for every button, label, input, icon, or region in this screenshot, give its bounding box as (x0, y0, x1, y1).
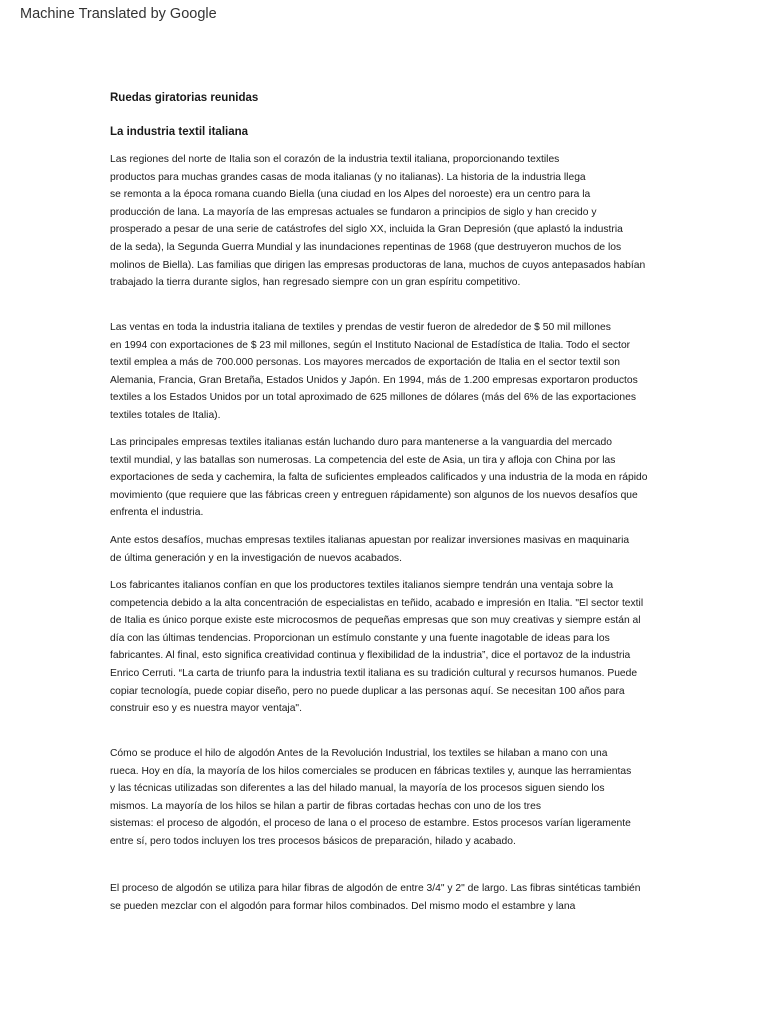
paragraph-line: copiar tecnología, puede copiar diseño, pero no puede duplicar a las personas aquí. Se necesitan 100 años para (110, 685, 625, 697)
paragraph-cotton-process (110, 880, 640, 915)
paragraph-line: de la seda), la Segunda Guerra Mundial y las inundaciones repentinas de 1968 (que destruyeron muchos de los (110, 241, 622, 253)
paragraph-challenges (110, 434, 647, 522)
paragraph-line: molinos de Biella). Las familias que dirigen las empresas productoras de lana, muchos de cuyos antepasados habían (110, 259, 646, 271)
paragraph-line: Las regiones del norte de Italia son el corazón de la industria textil italiana, proporcionando textiles (110, 154, 560, 165)
paragraph-cotton-yarn-production (110, 745, 631, 851)
paragraph-line: día con las últimas tendencias. Proporcionan un estímulo constante y una fuente inagotable de ideas para los (110, 632, 610, 644)
paragraph-line: productos para muchas grandes casas de moda italianas (y no italianas). La historia de la industria llega (110, 171, 586, 183)
banner-text: Machine Translated by Google (20, 6, 217, 22)
paragraph-italian-textile-regions (110, 151, 645, 292)
paragraph-line: se pueden mezclar con el algodón para formar hilos combinados. Del mismo modo el estambre y lana (110, 900, 576, 912)
paragraph-line: textil mundial, y las batallas son numerosas. La competencia del este de Asia, un tira y afloja con China por las (110, 454, 616, 466)
paragraph-line: trabajado la tierra durante siglos, han regresado siempre con un gran espíritu competitivo. (110, 277, 521, 289)
paragraph-line: exportaciones de seda y cachemira, la falta de suficientes empleados calificados y una industria de la moda en rápido (110, 472, 648, 484)
paragraph-line: Las ventas en toda la industria italiana de textiles y prendas de vestir fueron de alrededor de $ 50 mil millones (110, 322, 611, 333)
paragraph-line: textiles a los Estados Unidos por un total aproximado de 625 millones de dólares (más del 6% de las exportaciones (110, 392, 637, 404)
paragraph-line: prosperado a pesar de una serie de catástrofes del siglo XX, incluida la Gran Depresión (que aplastó la industria (110, 224, 623, 236)
paragraph-line: Las principales empresas textiles italianas están luchando duro para mantenerse a la vanguardia del mercado (110, 437, 612, 448)
paragraph-line: y las técnicas utilizadas son diferentes a las del hilado manual, la mayoría de los procesos siguen siendo los (110, 783, 605, 795)
paragraph-line: producción de lana. La mayoría de las empresas actuales se fundaron a principios de siglo y han crecido y (110, 206, 597, 218)
paragraph-line: textiles totales de Italia). (110, 409, 221, 421)
paragraph-investments (110, 532, 629, 567)
paragraph-line: construir eso y es nuestra mayor ventaja". (110, 703, 302, 715)
paragraph-line: en 1994 con exportaciones de $ 23 mil millones, según el Instituto Nacional de Estadística de Italia. Todo el sector (110, 339, 631, 351)
paragraph-manufacturers-advantage (110, 577, 643, 718)
paragraph-line: movimiento (que requiere que las fábricas creen y entreguen rápidamente) son algunos de los nuevos desafíos que (110, 489, 638, 501)
paragraph-line: Los fabricantes italianos confían en que los productores textiles italianos siempre tendrán una ventaja sobre la (110, 580, 614, 591)
paragraph-line: enfrenta el industria. (110, 507, 204, 519)
paragraph-line: Ante estos desafíos, muchas empresas textiles italianas apuestan por realizar inversiones masivas en maquinaria (110, 535, 630, 546)
paragraph-line: de última generación y en la investigación de nuevos acabados. (110, 552, 402, 564)
machine-translation-banner (0, 0, 768, 30)
paragraph-line: competencia debido a la alta concentración de especialistas en teñido, acabado e impresión en Italia. "El sector textil (110, 597, 644, 609)
paragraph-line: se remonta a la época romana cuando Biella (una ciudad en los Alpes del noroeste) era un centro para la (110, 189, 591, 201)
paragraph-line: sistemas: el proceso de algodón, el proceso de lana o el proceso de estambre. Estos procesos varían ligeramente (110, 818, 631, 830)
paragraph-line: rueca. Hoy en día, la mayoría de los hilos comerciales se producen en fábricas textiles y, aunque las herramientas (110, 765, 632, 777)
paragraph-line: El proceso de algodón se utiliza para hilar fibras de algodón de entre 3/4" y 2" de largo. Las fibras sintéticas también (110, 883, 641, 894)
paragraph-line: Enrico Cerruti. “La carta de triunfo para la industria textil italiana es su tradición cultural y recursos humanos. Puede (110, 667, 638, 679)
paragraph-line: fabricantes. Al final, esto significa creatividad continua y flexibilidad de la industria”, dice el portavoz de la industria (110, 650, 631, 662)
paragraph-line: de Italia es único porque existe este microcosmos de pequeñas empresas que son muy creativas y siempre están al (110, 615, 641, 627)
paragraph-line: mismos. La mayoría de los hilos se hilan a partir de fibras cortadas hechas con uno de los tres (110, 800, 541, 812)
paragraph-line: entre sí, pero todos incluyen los tres procesos básicos de preparación, hilado y acabado. (110, 835, 516, 847)
section-title: La industria textil italiana (110, 126, 249, 138)
paragraph-sales-exports (110, 319, 638, 425)
paragraph-line: Cómo se produce el hilo de algodón Antes de la Revolución Industrial, los textiles se hilaban a mano con una (110, 748, 608, 759)
paragraph-line: textil emplea a más de 700.000 personas. Los mayores mercados de exportación de Italia en el sector textil son (110, 357, 620, 369)
document-title: Ruedas giratorias reunidas (110, 92, 259, 104)
paragraph-line: Alemania, Francia, Gran Bretaña, Estados Unidos y Japón. En 1994, más de 1.200 empresas exportaron productos (110, 374, 638, 386)
